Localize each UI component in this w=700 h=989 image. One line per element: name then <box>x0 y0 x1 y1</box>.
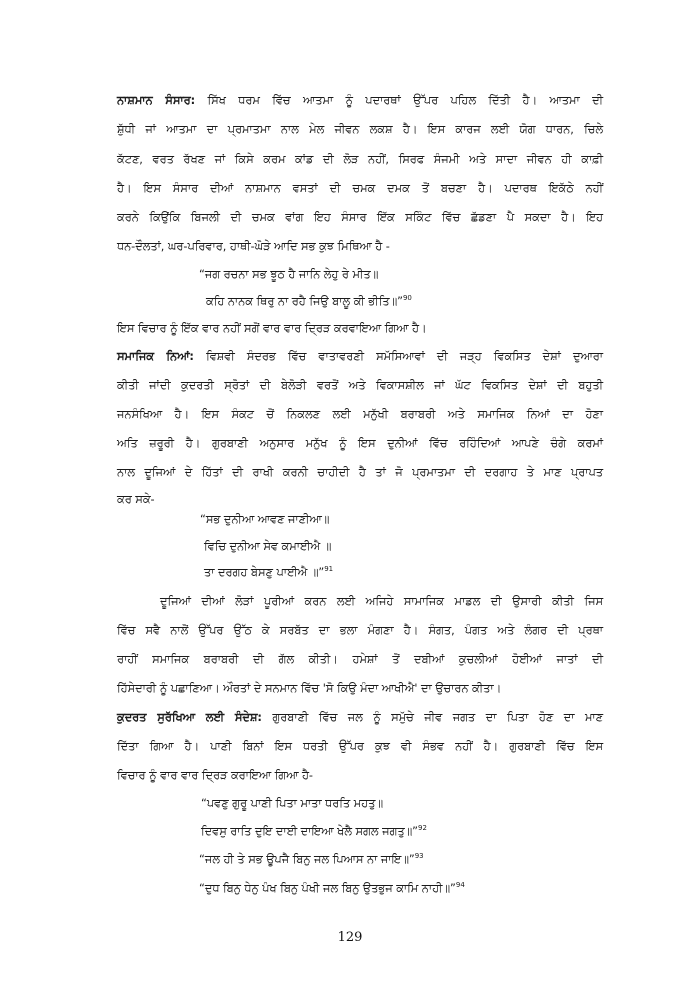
paragraph-line: ਸ਼ੁੱਧੀ ਜਾਂ ਆਤਮਾ ਦਾ ਪ੍ਰਮਾਤਮਾ ਨਾਲ ਮੇਲ ਜੀਵਨ ਲਕਸ਼ ਹੈ। ਇਸ ਕਾਰਜ ਲਈ ਯੋਗ ਧਾਰਨ, ਚਿਲੇ <box>117 123 603 136</box>
quote-line <box>201 825 427 839</box>
paragraph-line: ਕੱਟਣ, ਵਰਤ ਰੱਖਣ ਜਾਂ ਕਿਸੇ ਕਰਮ ਕਾਂਡ ਦੀ ਲੋੜ ਨਹੀਂ, ਸਿਰਫ ਸੰਜਮੀ ਅਤੇ ਸਾਦਾ ਜੀਵਨ ਹੀ ਕਾਫ਼ੀ <box>117 153 603 166</box>
paragraph-line: ਧਨ-ਦੌਲਤਾਂ, ਘਰ-ਪਰਿਵਾਰ, ਹਾਥੀ-ਘੋੜੇ ਆਦਿ ਸਭ ਕੁਝ ਮਿਥਿਆ ਹੈ - <box>117 240 390 253</box>
footnote-ref: 94 <box>455 881 465 890</box>
text-span: “ਜਲ ਹੀ ਤੇ ਸਭ ਊਪਜੈ ਬਿਨੁ ਜਲ ਪਿਆਸ ਨਾ ਜਾਇ॥” <box>199 853 415 866</box>
quote-line: “ਜਗ ਰਚਨਾ ਸਭ ਝੂਠ ਹੈ ਜਾਨਿ ਲੇਹੁ ਰੇ ਮੀਤ॥ <box>199 268 379 281</box>
section-heading: ਕੁਦਰਤ ਸੁਰੱਖਿਆ ਲਈ ਸੰਦੇਸ਼: <box>117 711 262 724</box>
quote-line <box>206 295 412 309</box>
paragraph-line <box>117 711 603 725</box>
quote-line: “ਸਭ ਦੁਨੀਆ ਆਵਣ ਜਾਣੀਆ॥ <box>200 513 330 526</box>
paragraph-line: ਵਿੱਚ ਸਵੈ ਨਾਲੋਂ ਉੱਪਰ ਉੱਠ ਕੇ ਸਰਬੱਤ ਦਾ ਭਲਾ ਮੰਗਣਾ ਹੈ। ਸੰਗਤ, ਪੰਗਤ ਅਤੇ ਲੰਗਰ ਦੀ ਪ੍ਰਥਾ <box>117 624 603 637</box>
text-span: ਕਹਿ ਨਾਨਕ ਥਿਰੁ ਨਾ ਰਹੈ ਜਿਉ ਬਾਲੂ ਕੀ ਭੀਤਿ॥” <box>206 295 403 308</box>
paragraph-line: ਇਸ ਵਿਚਾਰ ਨੂੰ ਇੱਕ ਵਾਰ ਨਹੀਂ ਸਗੋਂ ਵਾਰ ਵਾਰ ਦ੍ਰਿੜ ਕਰਵਾਇਆ ਗਿਆ ਹੈ। <box>117 322 427 335</box>
quote-line <box>199 853 424 867</box>
paragraph-line: ਰਾਹੀਂ ਸਮਾਜਿਕ ਬਰਾਬਰੀ ਦੀ ਗੱਲ ਕੀਤੀ। ਹਮੇਸ਼ਾਂ ਤੋਂ ਦਬੀਆਂ ਕੁਚਲੀਆਂ ਹੋਈਆਂ ਜਾਤਾਂ ਦੀ <box>117 653 603 666</box>
text-span: ਗੁਰਬਾਣੀ ਵਿੱਚ ਜਲ ਨੂੰ ਸਮੁੱਚੇ ਜੀਵ ਜਗਤ ਦਾ ਪਿਤਾ ਹੋਣ ਦਾ ਮਾਣ <box>272 711 604 724</box>
paragraph-line: ਨਾਲ ਦੂਜਿਆਂ ਦੇ ਹਿੱਤਾਂ ਦੀ ਰਾਖੀ ਕਰਨੀ ਚਾਹੀਦੀ ਹੈ ਤਾਂ ਜੋ ਪ੍ਰਮਾਤਮਾ ਦੀ ਦਰਗਾਹ ਤੇ ਮਾਣ ਪ੍ਰਾਪਤ <box>117 466 603 479</box>
section-heading: ਸਮਾਜਿਕ ਨਿਆਂ: <box>117 350 194 363</box>
quote-line: ਵਿਚਿ ਦੁਨੀਆ ਸੇਵ ਕਮਾਈਐ ॥ <box>204 540 332 553</box>
paragraph-line: ਜਨਸੰਖਿਆ ਹੈ। ਇਸ ਸੰਕਟ ਚੋਂ ਨਿਕਲਣ ਲਈ ਮਨੁੱਖੀ ਬਰਾਬਰੀ ਅਤੇ ਸਮਾਜਿਕ ਨਿਆਂ ਦਾ ਹੋਣਾ <box>117 408 603 421</box>
text-span: ਦਿਵਸੁ ਰਾਤਿ ਦੁਇ ਦਾਈ ਦਾਇਆ ਖੇਲੈ ਸਗਲ ਜਗਤੁ॥” <box>201 825 419 838</box>
quote-line: “ਪਵਣੁ ਗੁਰੂ ਪਾਣੀ ਪਿਤਾ ਮਾਤਾ ਧਰਤਿ ਮਹਤੁ॥ <box>201 797 383 810</box>
footnote-ref: 91 <box>324 565 334 574</box>
paragraph-line: ਕੀਤੀ ਜਾਂਦੀ ਕੁਦਰਤੀ ਸ੍ਰੋਤਾਂ ਦੀ ਬੇਲੋੜੀ ਵਰਤੋਂ ਅਤੇ ਵਿਕਾਸਸ਼ੀਲ ਜਾਂ ਘੱਟ ਵਿਕਸਿਤ ਦੇਸ਼ਾਂ ਦੀ ਬਹੁਤੀ <box>117 379 603 392</box>
paragraph-line: ਅਤਿ ਜ਼ਰੂਰੀ ਹੈ। ਗੁਰਬਾਣੀ ਅਨੁਸਾਰ ਮਨੁੱਖ ਨੂੰ ਇਸ ਦੁਨੀਆਂ ਵਿੱਚ ਰਹਿੰਦਿਆਂ ਆਪਣੇ ਚੰਗੇ ਕਰਮਾਂ <box>117 437 603 450</box>
paragraph-line <box>117 350 603 364</box>
paragraph-line: ਹਿੱਸੇਦਾਰੀ ਨੂੰ ਪਛਾਣਿਆ। ਔਰਤਾਂ ਦੇ ਸਨਮਾਨ ਵਿੱਚ 'ਸੋ ਕਿਉ ਮੰਦਾ ਆਖੀਐ' ਦਾ ਉਚਾਰਨ ਕੀਤਾ। <box>117 682 502 695</box>
text-span: “ਦੁਧ ਬਿਨੁ ਧੇਨੁ ਪੰਖ ਬਿਨੁ ਪੰਖੀ ਜਲ ਬਿਨੁ ਉਤਭੁਜ ਕਾਮਿ ਨਾਹੀ॥” <box>199 882 456 895</box>
text-span: ਤਾ ਦਰਗਹ ਬੇਸਣੁ ਪਾਈਐ ॥” <box>204 566 325 579</box>
text-span: ਵਿਸ਼ਵੀ ਸੰਦਰਭ ਵਿੱਚ ਵਾਤਾਵਰਣੀ ਸਮੱਸਿਆਵਾਂ ਦੀ ਜੜ੍ਹ ਵਿਕਸਿਤ ਦੇਸ਼ਾਂ ਦੁਆਰਾ <box>206 350 604 363</box>
quote-line <box>204 566 333 580</box>
section-heading: ਨਾਸ਼ਮਾਨ ਸੰਸਾਰ: <box>117 94 196 107</box>
quote-line <box>199 882 465 896</box>
paragraph-line: ਕਰ ਸਕੇ- <box>117 493 155 506</box>
text-span: ਸਿੱਖ ਧਰਮ ਵਿੱਚ ਆਤਮਾ ਨੂੰ ਪਦਾਰਥਾਂ ਉੱਪਰ ਪਹਿਲ ਦਿੱਤੀ ਹੈ। ਆਤਮਾ ਦੀ <box>207 94 603 107</box>
footnote-ref: 93 <box>414 852 424 861</box>
paragraph-line: ਕਰਨੇ ਕਿਉਂਕਿ ਬਿਜਲੀ ਦੀ ਚਮਕ ਵਾਂਗ ਇਹ ਸੰਸਾਰ ਇੱਕ ਸਕਿੰਟ ਵਿੱਚ ਛੱਡਣਾ ਪੈ ਸਕਦਾ ਹੈ। ਇਹ <box>117 211 603 224</box>
paragraph-line: ਵਿਚਾਰ ਨੂੰ ਵਾਰ ਵਾਰ ਦ੍ਰਿੜ ਕਰਾਇਆ ਗਿਆ ਹੈ- <box>117 769 314 782</box>
paragraph-line: ਦਿੱਤਾ ਗਿਆ ਹੈ। ਪਾਣੀ ਬਿਨਾਂ ਇਸ ਧਰਤੀ ਉੱਪਰ ਕੁਝ ਵੀ ਸੰਭਵ ਨਹੀਂ ਹੈ। ਗੁਰਬਾਣੀ ਵਿੱਚ ਇਸ <box>117 740 603 753</box>
page-number: 129 <box>337 930 363 945</box>
footnote-ref: 92 <box>418 824 427 833</box>
footnote-ref: 90 <box>402 294 412 303</box>
paragraph-line: ਦੂਜਿਆਂ ਦੀਆਂ ਲੋੜਾਂ ਪੂਰੀਆਂ ਕਰਨ ਲਈ ਅਜਿਹੇ ਸਾਮਾਜਿਕ ਮਾਡਲ ਦੀ ਉਸਾਰੀ ਕੀਤੀ ਜਿਸ <box>160 595 603 608</box>
paragraph-line: ਹੈ। ਇਸ ਸੰਸਾਰ ਦੀਆਂ ਨਾਸ਼ਮਾਨ ਵਸਤਾਂ ਦੀ ਚਮਕ ਦਮਕ ਤੋਂ ਬਚਣਾ ਹੈ। ਪਦਾਰਥ ਇਕੱਠੇ ਨਹੀਂ <box>117 182 603 195</box>
paragraph-line <box>117 94 603 108</box>
